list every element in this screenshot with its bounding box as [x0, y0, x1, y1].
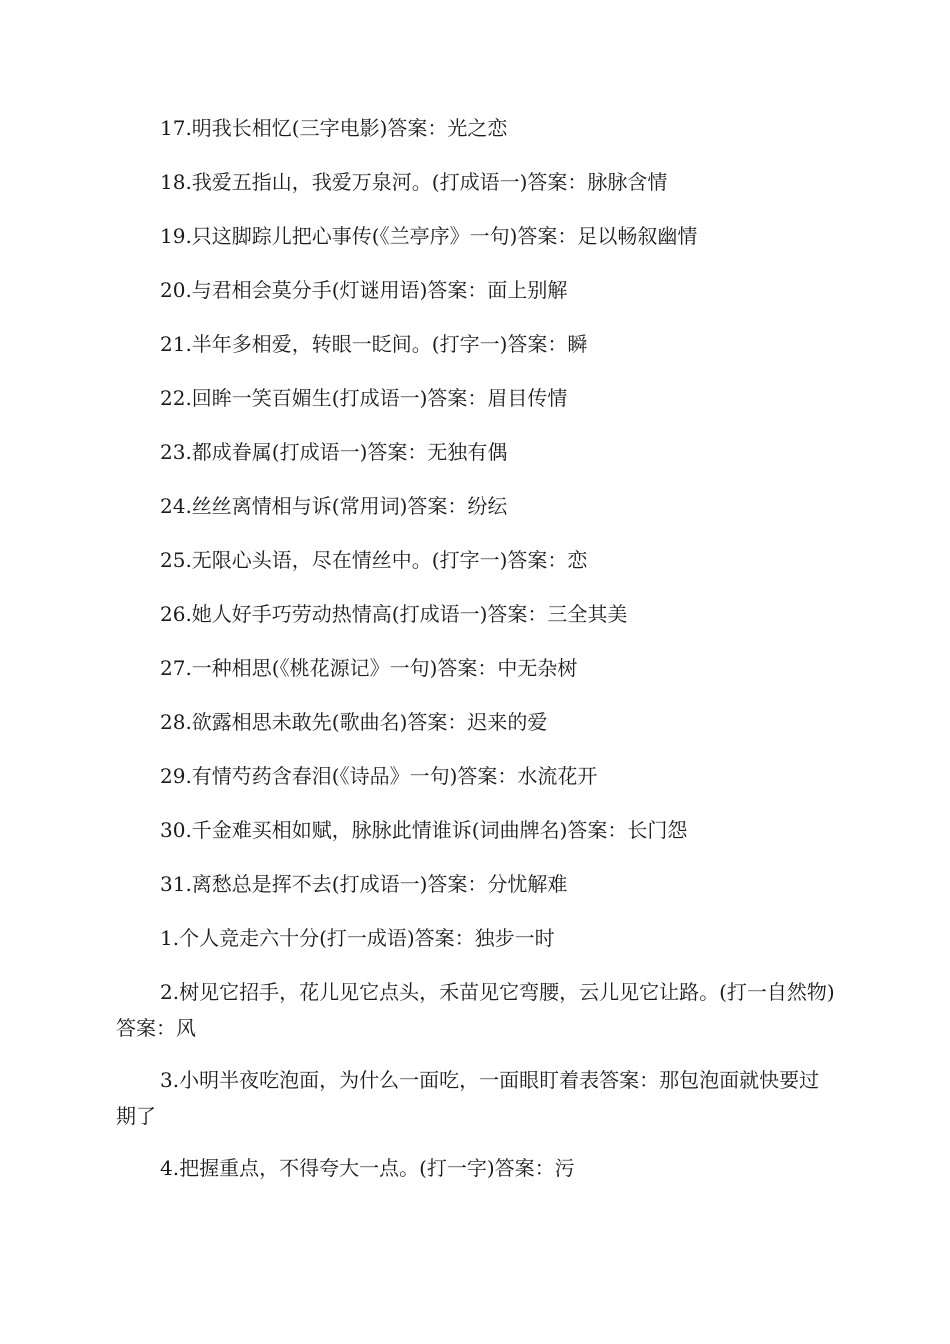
riddle-paragraph: 21.半年多相爱，转眼一眨间。(打字一)答案：瞬	[160, 332, 588, 356]
riddle-paragraph: 19.只这脚踪儿把心事传(《兰亭序》一句)答案：足以畅叙幽情	[160, 224, 698, 248]
riddle-paragraph: 24.丝丝离情相与诉(常用词)答案：纷纭	[160, 494, 508, 518]
riddle-paragraph: 28.欲露相思未敢先(歌曲名)答案：迟来的爱	[160, 710, 548, 734]
riddle-paragraph: 29.有情芍药含春泪(《诗品》一句)答案：水流花开	[160, 764, 598, 788]
riddle-paragraph: 2.树见它招手，花儿见它点头，禾苗见它弯腰，云儿见它让路。(打一自然物)答案：风	[116, 980, 835, 1040]
riddle-paragraph: 1.个人竞走六十分(打一成语)答案：独步一时	[160, 926, 555, 950]
riddle-paragraph: 31.离愁总是挥不去(打成语一)答案：分忧解难	[160, 872, 568, 896]
riddle-paragraph: 22.回眸一笑百媚生(打成语一)答案：眉目传情	[160, 386, 568, 410]
document-body	[116, 110, 836, 1204]
riddle-paragraph: 26.她人好手巧劳动热情高(打成语一)答案：三全其美	[160, 602, 628, 626]
riddle-paragraph: 20.与君相会莫分手(灯谜用语)答案：面上别解	[160, 278, 568, 302]
riddle-paragraph: 25.无限心头语，尽在情丝中。(打字一)答案：恋	[160, 548, 588, 572]
riddle-paragraph: 3.小明半夜吃泡面，为什么一面吃，一面眼盯着表答案：那包泡面就快要过期了	[116, 1068, 820, 1128]
riddle-paragraph: 30.千金难买相如赋，脉脉此情谁诉(词曲牌名)答案：长门怨	[160, 818, 688, 842]
riddle-paragraph: 18.我爱五指山，我爱万泉河。(打成语一)答案：脉脉含情	[160, 170, 668, 194]
riddle-paragraph: 4.把握重点，不得夸大一点。(打一字)答案：污	[160, 1156, 575, 1180]
riddle-paragraph: 27.一种相思(《桃花源记》一句)答案：中无杂树	[160, 656, 578, 680]
riddle-paragraph: 17.明我长相忆(三字电影)答案：光之恋	[160, 116, 508, 140]
riddle-paragraph: 23.都成眷属(打成语一)答案：无独有偶	[160, 440, 508, 464]
